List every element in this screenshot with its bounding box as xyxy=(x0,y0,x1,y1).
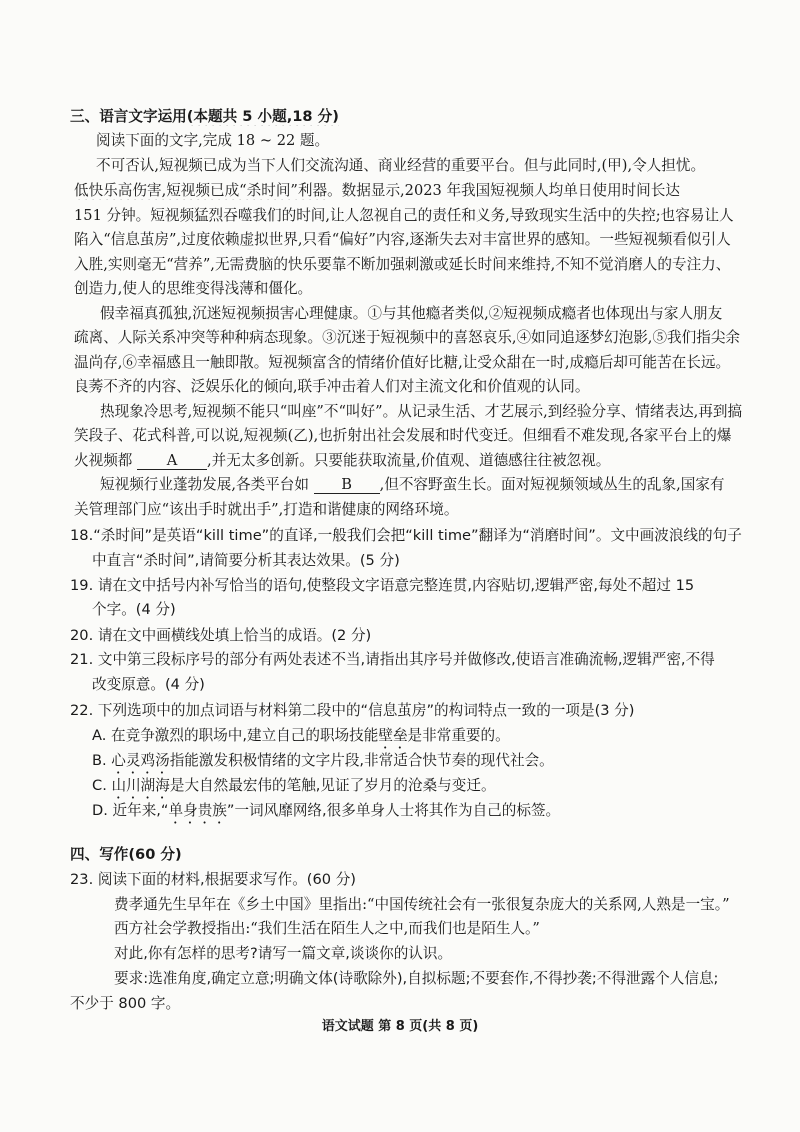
option-c[interactable]: C. 山川湖海是大自然最宏伟的笔触,见证了岁月的沧桑与变迁。 xyxy=(92,777,496,794)
option-c-dotted-word: 山川湖海 xyxy=(111,777,170,794)
blank-b[interactable]: B xyxy=(314,477,380,494)
question-19-line2: 个字。(4 分) xyxy=(92,601,176,618)
requirements-line1: 要求:选准角度,确定立意;明确文体(诗歌除外),自拟标题;不要套作,不得抄袭;不得泄露个人信息; xyxy=(114,970,719,987)
wavy-sentence: 低快乐高伤害,短视频已成“杀时间”利器 xyxy=(74,182,328,199)
blank-a[interactable]: A xyxy=(137,453,207,470)
section4-heading: 四、写作(60 分) xyxy=(70,846,182,863)
passage-p1-line3: 151 分钟。短视频猛烈吞噬我们的时间,让人忽视自己的责任和义务,导致现实生活中的失控;也容易让人 xyxy=(74,207,734,224)
question-20: 20. 请在文中画横线处填上恰当的成语。(2 分) xyxy=(70,627,372,644)
passage-p4-line1: 短视频行业蓬勃发展,各类平台如 B ,但不容野蛮生长。面对短视频领域丛生的乱象,国家有 xyxy=(100,476,725,493)
section3-heading-note: (本题共 5 小题,18 分) xyxy=(186,108,339,125)
question-18-line1: 18.“杀时间”是英语“kill time”的直译,一般我们会把“kill time”翻译为“消磨时间”。文中画波浪线的句子 xyxy=(70,527,742,544)
passage-p3-line3: 火视频都 A ,并无太多创新。只要能获取流量,价值观、道德感往往被忽视。 xyxy=(74,452,611,469)
question-18-line2: 中直言“杀时间”,请简要分析其表达效果。(5 分) xyxy=(92,552,400,569)
passage-p1-line4: 陷入“信息茧房”,过度依赖虚拟世界,只看“偏好”内容,逐渐失去对丰富世界的感知。一些短视频看似引人 xyxy=(74,231,731,248)
option-d[interactable]: D. 近年来,“单身贵族”一词风靡网络,很多单身人士将其作为自己的标签。 xyxy=(92,802,561,819)
passage-p1-line5: 入胜,实则毫无“营养”,无需费脑的快乐要靠不断加强刺激或延长时间来维持,不知不觉消磨人的专注力、 xyxy=(74,256,731,273)
option-a[interactable]: A. 在竞争激烈的职场中,建立自己的职场技能壁垒是非常重要的。 xyxy=(92,727,510,744)
passage-p2-line4: 良莠不齐的内容、泛娱乐化的倾向,联手冲击着人们对主流文化和价值观的认同。 xyxy=(74,378,590,395)
passage-p3-line1: 热现象冷思考,短视频不能只“叫座”不“叫好”。从记录生活、才艺展示,到经验分享、情绪表达,再到搞 xyxy=(100,403,743,420)
requirements-line2: 不少于 800 字。 xyxy=(70,995,181,1012)
passage-p3-line2: 笑段子、花式科普,可以说,短视频(乙),也折射出社会发展和时代变迁。但细看不难发现,各家平台上的爆 xyxy=(74,427,732,444)
passage-p2-line3: 温尚存,⑥幸福感且一触即散。短视频富含的情绪价值好比糖,让受众甜在一时,成瘾后却可能苦在长远。 xyxy=(74,354,731,371)
question-19-line1: 19. 请在文中括号内补写恰当的语句,使整段文字语意完整连贯,内容贴切,逻辑严密,每处不超过 15 xyxy=(70,577,695,594)
option-d-dotted-word: 单身贵族 xyxy=(168,802,227,819)
passage-p1-line1: 不可否认,短视频已成为当下人们交流沟通、商业经营的重要平台。但与此同时,(甲),令人担忧。 xyxy=(96,157,706,174)
option-b[interactable]: B. 心灵鸡汤指能激发积极情绪的文字片段,非常适合快节奏的现代社会。 xyxy=(92,752,554,769)
page-footer: 语文试题 第 8 页(共 8 页) xyxy=(321,1019,479,1034)
material-3: 对此,你有怎样的思考?请写一篇文章,谈谈你的认识。 xyxy=(114,945,453,962)
question-22: 22. 下列选项中的加点词语与材料第二段中的“信息茧房”的构词特点一致的一项是(3 分) xyxy=(70,702,635,719)
material-1: 费孝通先生早年在《乡土中国》里指出:“中国传统社会有一张很复杂庞大的关系网,人熟是一宝。” xyxy=(114,896,730,913)
option-b-dotted-word: 心灵鸡汤 xyxy=(111,752,170,769)
passage-p1-line2: 低快乐高伤害,短视频已成“杀时间”利器。数据显示,2023 年我国短视频人均单日使用时间长达 xyxy=(74,182,680,199)
question-21-line1: 21. 文中第三段标序号的部分有两处表述不当,请指出其序号并做修改,使语言准确流畅,逻辑严密,不得 xyxy=(70,651,715,668)
question-21-line2: 改变原意。(4 分) xyxy=(92,676,205,693)
material-2: 西方社会学教授指出:“我们生活在陌生人之中,而我们也是陌生人。” xyxy=(114,920,540,937)
passage-p4-line2: 关管理部门应“该出手时就出手”,打造和谐健康的网络环境。 xyxy=(74,501,459,518)
section3-heading: 三、语言文字运用(本题共 5 小题,18 分) xyxy=(70,108,339,125)
passage-p1-line6: 创造力,使人的思维变得浅薄和僵化。 xyxy=(74,280,313,297)
passage-p2-line1: 假幸福真孤独,沉迷短视频损害心理健康。①与其他瘾者类似,②短视频成瘾者也体现出与家人朋友 xyxy=(100,305,723,322)
option-a-dotted-word: 壁垒 xyxy=(378,727,408,744)
passage-p2-line2: 疏离、人际关系冲突等种种病态现象。③沉迷于短视频中的喜怒哀乐,④如同追逐梦幻泡影,⑤我们指尖余 xyxy=(74,329,741,346)
section3-intro: 阅读下面的文字,完成 18 ~ 22 题。 xyxy=(96,132,330,149)
question-23: 23. 阅读下面的材料,根据要求写作。(60 分) xyxy=(70,871,356,888)
